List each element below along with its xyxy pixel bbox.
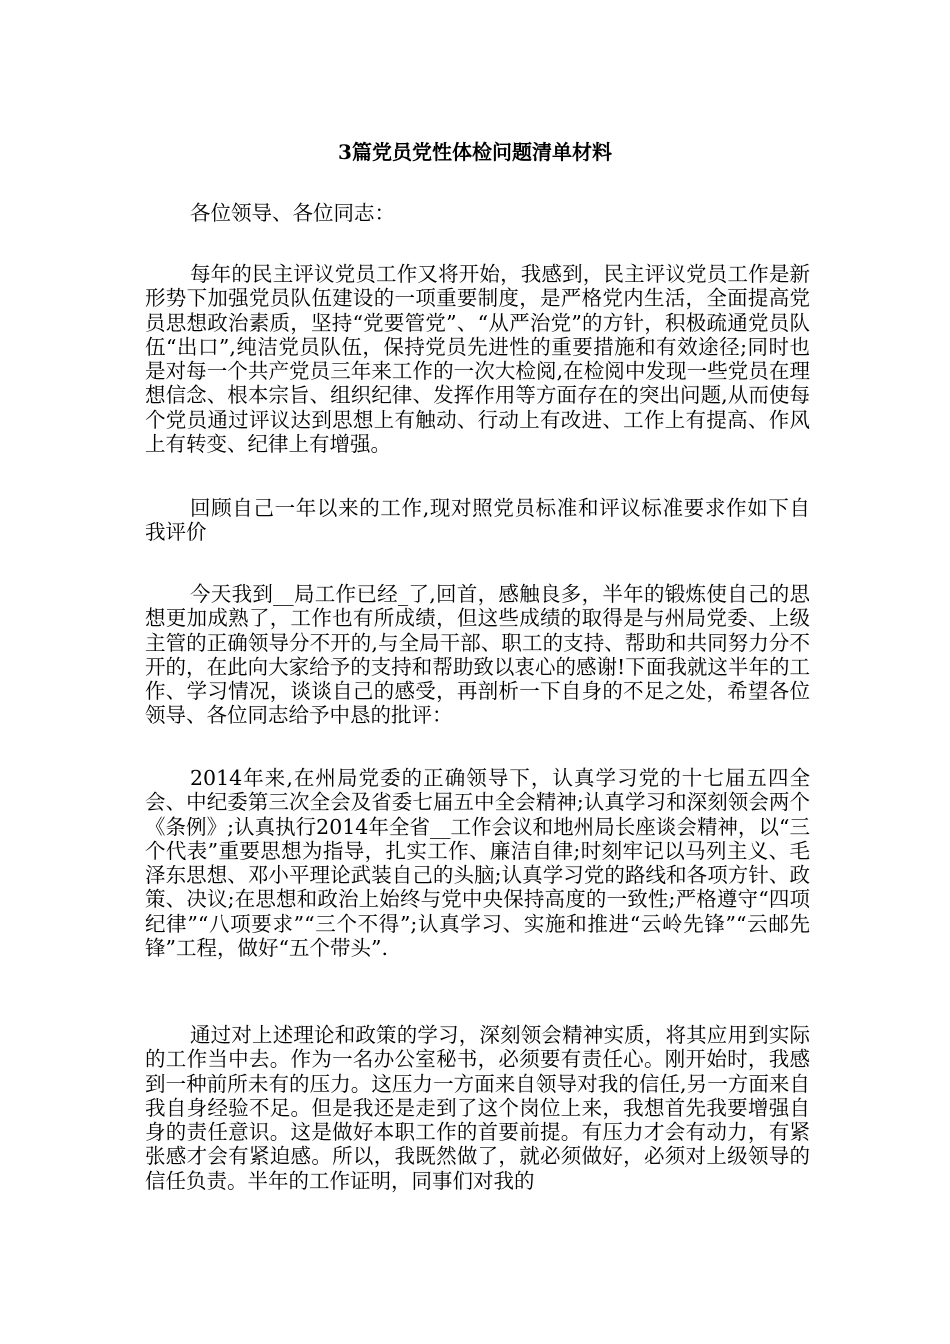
paragraph-5: 通过对上述理论和政策的学习，深刻领会精神实质，将其应用到实际的工作当中去。作为一名办公室秘书，必须要有责任心。刚开始时，我感到一种前所未有的压力。这压力一方面来自领导对我的信任,另一方面来自我自身经验不足。但是我还是走到了这个岗位上来，我想首先我要增强自身的责任意识。这是做好本职工作的首要前提。有压力才会有动力，有紧张感才会有紧迫感。所以，我既然做了，就必须做好，必须对上级领导的信任负责。半年的工作证明，同事们对我的 xyxy=(145,1023,810,1193)
greeting: 各位领导、各位同志： xyxy=(190,201,395,225)
paragraph-2: 回顾自己一年以来的工作,现对照党员标准和评议标准要求作如下自我评价 xyxy=(145,496,810,545)
paragraph-1: 每年的民主评议党员工作又将开始，我感到，民主评议党员工作是新形势下加强党员队伍建设的一项重要制度，是严格党内生活，全面提高党员思想政治素质，坚持“党要管党”、“从严治党”的方针，积极疏通党员队伍“出口”,纯洁党员队伍，保持党员先进性的重要措施和有效途径;同时也是对每一个共产党员三年来工作的一次大检阅,在检阅中发现一些党员在理想信念、根本宗旨、组织纪律、发挥作用等方面存在的突出问题,从而使每个党员通过评议达到思想上有触动、行动上有改进、工作上有提高、作风上有转变、纪律上有增强。 xyxy=(145,262,810,457)
paragraph-4: 2014年来,在州局党委的正确领导下，认真学习党的十七届五四全会、中纪委第三次全会及省委七届五中全会精神;认真学习和深刻领会两个《条例》;认真执行2014年全省__工作会议和地州局长座谈会精神，以“三个代表”重要思想为指导，扎实工作、廉洁自律;时刻牢记以马列主义、毛泽东思想、邓小平理论武装自己的头脑;认真学习党的路线和各项方针、政策、决议;在思想和政治上始终与党中央保持高度的一致性;严格遵守“四项纪律”“八项要求”“三个不得”;认真学习、实施和推进“云岭先锋”“云邮先锋”工程，做好“五个带头”. xyxy=(145,766,810,961)
document-title: 3篇党员党性体检问题清单材料 xyxy=(338,140,612,164)
paragraph-3: 今天我到__局工作已经_了,回首，感触良多，半年的锻炼使自己的思想更加成熟了，工作也有所成绩，但这些成绩的取得是与州局党委、上级主管的正确领导分不开的,与全局干部、职工的支持、帮助和共同努力分不开的，在此向大家给予的支持和帮助致以衷心的感谢!下面我就这半年的工作、学习情况，谈谈自己的感受，再剖析一下自身的不足之处，希望各位领导、各位同志给予中恳的批评： xyxy=(145,582,810,728)
